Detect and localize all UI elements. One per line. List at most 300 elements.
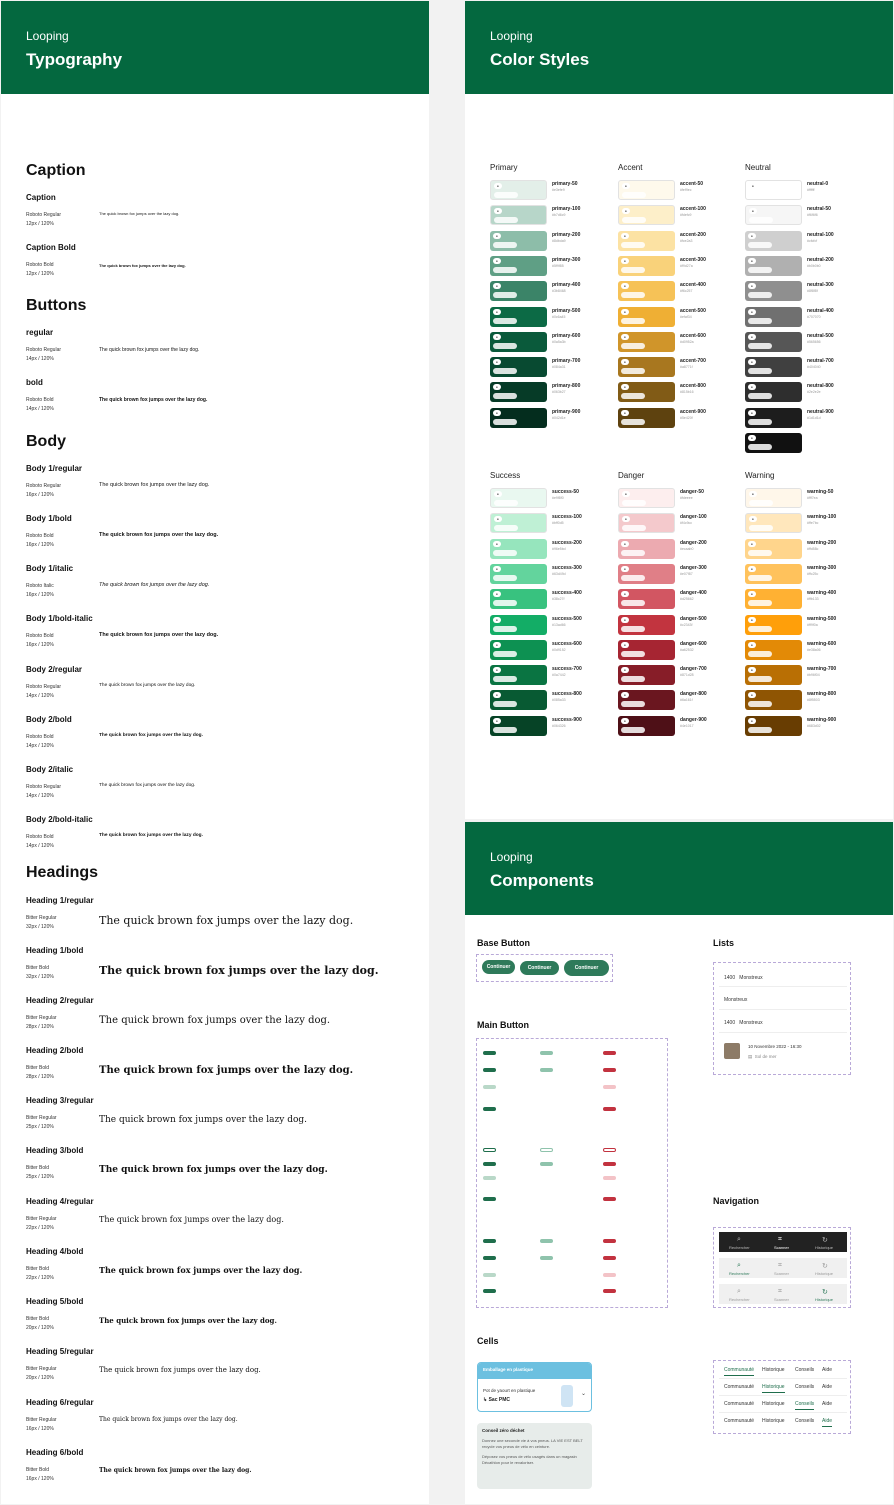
color-token-name: warning-700 — [807, 666, 837, 673]
type-sample: The quick brown fox jumps over the lazy dog. — [99, 1467, 252, 1474]
color-token-hex: #ecaab0 — [680, 546, 694, 551]
nav-search[interactable]: Rechercher — [729, 1271, 750, 1276]
type-style-meta — [26, 632, 54, 650]
color-token-name: success-100 — [552, 514, 582, 521]
cells-label: Cells — [477, 1336, 499, 1346]
color-token-hex: #f6f6f6 — [807, 213, 818, 218]
color-token-name: accent-400 — [680, 282, 706, 289]
type-sample: The quick brown fox jumps over the lazy dog. — [99, 833, 203, 838]
type-style-label: Heading 6/bold — [26, 1448, 84, 1457]
type-style-font: Bitter Regular — [26, 1115, 57, 1121]
type-style-font: Bitter Bold — [26, 1467, 50, 1473]
color-token-name: accent-200 — [680, 231, 706, 238]
swatch-contrast-pill — [621, 292, 645, 298]
color-swatch — [618, 488, 675, 508]
type-style-size: 22px / 120% — [26, 1275, 54, 1281]
type-style-size: 16px / 120% — [26, 1426, 54, 1432]
swatch-contrast-pill — [493, 550, 517, 556]
history-icon[interactable]: ↻ — [822, 1237, 828, 1244]
swatch-contrast-pill: ● — [493, 359, 501, 365]
color-token-hex: #8f5503 — [807, 698, 820, 703]
main-button-variant[interactable] — [603, 1176, 616, 1180]
color-swatch — [618, 231, 675, 251]
nav-bar-search-active — [719, 1258, 847, 1278]
swatch-contrast-pill: ● — [748, 617, 756, 623]
main-button-variant[interactable] — [483, 1148, 496, 1152]
type-style-font: Bitter Regular — [26, 1216, 57, 1222]
swatch-contrast-pill: ● — [621, 642, 629, 648]
tab-conseils[interactable]: Conseils — [795, 1384, 815, 1390]
color-token-name: primary-800 — [552, 383, 581, 390]
list-row-1[interactable] — [724, 975, 763, 981]
tab-communaute[interactable]: Communauté — [724, 1384, 755, 1390]
color-token-name: warning-600 — [807, 640, 837, 647]
color-token-name: primary-400 — [552, 282, 581, 289]
history-icon[interactable]: ↻ — [822, 1289, 828, 1296]
tab-historique[interactable]: Historique — [762, 1367, 785, 1373]
swatch-contrast-pill — [749, 192, 773, 198]
swatch-contrast-pill — [493, 242, 517, 248]
type-style-size: 32px / 120% — [26, 974, 54, 980]
type-sample: The quick brown fox jumps over the lazy dog. — [99, 1316, 277, 1325]
tab-communaute[interactable]: Communauté — [724, 1401, 755, 1407]
color-swatch — [490, 539, 547, 559]
tab-aide[interactable]: Aide — [822, 1418, 832, 1427]
color-swatch — [490, 180, 547, 200]
color-swatch — [490, 231, 547, 251]
swatch-contrast-pill — [493, 292, 517, 298]
color-swatch — [618, 589, 675, 609]
swatch-contrast-pill — [493, 393, 517, 399]
color-swatch — [745, 513, 802, 533]
tab-aide[interactable]: Aide — [822, 1401, 833, 1407]
main-button-variant[interactable] — [603, 1162, 616, 1166]
color-swatch — [490, 589, 547, 609]
color-token-name: danger-50 — [680, 489, 704, 495]
swatch-contrast-pill: ● — [494, 208, 502, 214]
lists-label: Lists — [713, 938, 735, 948]
type-style-meta — [26, 1014, 57, 1032]
color-token-name: primary-200 — [552, 231, 581, 238]
cell-zero-waste-head: Conseil zéro déchet — [482, 1428, 525, 1433]
main-button-variant[interactable] — [603, 1051, 616, 1055]
swatch-contrast-pill — [493, 651, 517, 657]
color-token-name: success-50 — [552, 489, 579, 495]
color-token-name: success-200 — [552, 539, 582, 546]
swatch-contrast-pill — [621, 318, 645, 324]
main-button-variant[interactable] — [483, 1085, 496, 1089]
nav-history[interactable]: Historique — [815, 1271, 834, 1276]
type-style-size: 16px / 120% — [26, 592, 54, 598]
swatch-contrast-pill — [493, 626, 517, 632]
main-button-variant[interactable] — [540, 1148, 553, 1152]
color-token-hex: #ffd58c — [807, 546, 819, 551]
color-swatch — [745, 690, 802, 710]
color-token-hex: #871d28 — [680, 673, 694, 678]
type-style-size: 12px / 120% — [26, 271, 54, 277]
main-button-variant[interactable] — [540, 1051, 553, 1055]
color-swatch — [745, 307, 802, 327]
color-token-name: primary-300 — [552, 256, 581, 263]
main-button-variant[interactable] — [603, 1256, 616, 1260]
color-swatch — [618, 256, 675, 276]
type-style-size: 22px / 120% — [26, 1225, 54, 1231]
swatch-contrast-pill: ● — [621, 384, 629, 390]
swatch-contrast-pill: ● — [749, 183, 757, 189]
components-title: Components — [490, 871, 594, 890]
colors-title: Color Styles — [490, 50, 590, 69]
main-button-variant[interactable] — [483, 1162, 496, 1166]
swatch-contrast-pill: ● — [749, 491, 757, 497]
swatch-contrast-pill — [749, 217, 773, 223]
type-style-font: Bitter Bold — [26, 1165, 50, 1171]
typography-title: Typography — [26, 50, 123, 69]
continuer-button-small[interactable]: Continuer — [482, 960, 515, 974]
cell-plastic[interactable] — [477, 1362, 592, 1412]
swatch-contrast-pill — [494, 525, 518, 531]
nav-history[interactable]: Historique — [815, 1245, 834, 1250]
color-token-hex: #e07f87 — [680, 571, 693, 576]
color-token-hex: #8dbda9 — [552, 238, 566, 243]
color-token-hex: #b0b0b0 — [807, 263, 821, 268]
nav-scan[interactable]: Scanner — [774, 1271, 789, 1276]
main-button-variant[interactable] — [483, 1051, 496, 1055]
swatch-contrast-pill: ● — [748, 410, 756, 416]
main-button-variant[interactable] — [483, 1107, 496, 1111]
base-button-frame — [476, 954, 613, 982]
swatch-contrast-pill — [621, 676, 645, 682]
color-token-name: primary-600 — [552, 332, 581, 339]
color-token-name: neutral-500 — [807, 332, 834, 339]
color-token-hex: #815b16 — [680, 390, 694, 395]
main-button-variant[interactable] — [603, 1107, 616, 1111]
color-token-hex: #e3efe9 — [552, 188, 565, 192]
main-button-variant[interactable] — [483, 1176, 496, 1180]
type-style-font: Roboto Bold — [26, 834, 54, 840]
color-token-name: accent-300 — [680, 256, 706, 263]
swatch-contrast-pill — [621, 393, 645, 399]
main-button-variant[interactable] — [603, 1148, 616, 1152]
color-token-name: accent-800 — [680, 383, 706, 390]
main-button-variant[interactable] — [603, 1289, 616, 1293]
color-swatch — [490, 513, 547, 533]
type-style-meta — [26, 783, 61, 801]
swatch-contrast-pill: ● — [493, 667, 501, 673]
type-style-label: Body 1/regular — [26, 464, 83, 473]
main-button-variant[interactable] — [540, 1068, 553, 1072]
color-swatch — [490, 488, 547, 508]
color-token-hex: #707070 — [807, 314, 821, 319]
list-divider — [719, 1032, 847, 1033]
type-style-label: Heading 4/regular — [26, 1197, 94, 1206]
color-token-hex: #0a5a3b — [552, 339, 566, 344]
color-token-name: success-400 — [552, 590, 582, 597]
color-token-hex: #d0952a — [680, 339, 694, 344]
swatch-contrast-pill — [748, 419, 772, 425]
search-icon[interactable]: ⌕ — [737, 1262, 741, 1269]
type-sample: The quick brown fox jumps over the lazy dog. — [99, 783, 196, 788]
color-swatch — [490, 716, 547, 736]
color-token-name: danger-300 — [680, 564, 707, 571]
chevron-down-icon[interactable]: ⌄ — [581, 1391, 587, 1397]
main-button-variant[interactable] — [603, 1239, 616, 1243]
type-style-font: Roboto Regular — [26, 212, 62, 218]
scan-icon[interactable]: ⌗ — [778, 1236, 782, 1243]
swatch-contrast-pill — [749, 500, 773, 506]
type-style-meta — [26, 582, 54, 600]
type-style-font: Bitter Regular — [26, 1015, 57, 1021]
swatch-contrast-pill: ● — [494, 516, 502, 522]
components-header — [465, 822, 893, 915]
tab-aide[interactable]: Aide — [822, 1384, 833, 1390]
nav-search[interactable]: Rechercher — [729, 1245, 750, 1250]
cell-plastic-line2-text: Sac PMC — [488, 1397, 510, 1403]
type-sample: The quick brown fox jumps over the lazy dog. — [99, 1215, 284, 1224]
cell-plastic-line2: ↳ Sac PMC — [483, 1397, 510, 1403]
swatch-contrast-pill — [748, 550, 772, 556]
type-style-size: 28px / 120% — [26, 1024, 54, 1030]
color-swatch — [618, 180, 675, 200]
swatch-contrast-pill: ● — [621, 258, 629, 264]
color-swatch — [745, 281, 802, 301]
navigation-frame — [713, 1227, 851, 1308]
type-style-font: Roboto Regular — [26, 784, 62, 790]
color-token-hex: #404040 — [807, 365, 821, 370]
type-sample: The quick brown fox jumps over the lazy dog. — [99, 964, 379, 977]
main-button-variant[interactable] — [483, 1239, 496, 1243]
type-style-size: 25px / 120% — [26, 1174, 54, 1180]
color-token-hex: #efaf34 — [680, 314, 692, 319]
color-token-hex: #a8771f — [680, 365, 693, 370]
nav-scan[interactable]: Scanner — [774, 1297, 789, 1302]
nav-history[interactable]: Historique — [815, 1297, 834, 1302]
list-row-2[interactable]: Monstreux — [724, 997, 748, 1003]
nav-scan[interactable]: Scanner — [774, 1245, 789, 1250]
swatch-contrast-pill: ● — [748, 384, 756, 390]
list-row-3[interactable] — [724, 1020, 763, 1026]
swatch-contrast-pill: ● — [748, 359, 756, 365]
color-token-hex: #b96f04 — [807, 673, 820, 678]
color-token-hex: #ffb133 — [807, 597, 819, 602]
tab-communaute[interactable]: Communauté — [724, 1367, 754, 1376]
swatch-contrast-pill — [621, 419, 645, 425]
type-style-meta — [26, 1466, 54, 1484]
swatch-contrast-pill — [748, 676, 772, 682]
main-button-variant[interactable] — [483, 1068, 496, 1072]
type-style-font: Bitter Regular — [26, 915, 57, 921]
swatch-contrast-pill: ● — [494, 491, 502, 497]
type-style-meta — [26, 211, 61, 229]
main-button-variant[interactable] — [540, 1239, 553, 1243]
tab-communaute[interactable]: Communauté — [724, 1418, 755, 1424]
swatch-contrast-pill — [622, 525, 646, 531]
main-button-variant[interactable] — [603, 1085, 616, 1089]
nav-search[interactable]: Rechercher — [729, 1297, 750, 1302]
tab-historique[interactable]: Historique — [762, 1418, 785, 1424]
color-token-hex: #8f8f8f — [807, 289, 818, 294]
color-swatch — [490, 307, 547, 327]
swatch-contrast-pill: ● — [748, 309, 756, 315]
swatch-contrast-pill — [622, 500, 646, 506]
scan-icon[interactable]: ⌗ — [778, 1262, 782, 1269]
search-icon[interactable]: ⌕ — [737, 1236, 741, 1243]
main-button-variant[interactable] — [603, 1273, 616, 1277]
color-token-name: neutral-300 — [807, 282, 834, 289]
history-icon[interactable]: ↻ — [822, 1263, 828, 1270]
tab-historique[interactable]: Historique — [762, 1401, 785, 1407]
swatch-contrast-pill: ● — [621, 718, 629, 724]
color-swatch — [490, 281, 547, 301]
color-swatch — [618, 382, 675, 402]
main-button-variant[interactable] — [483, 1289, 496, 1293]
swatch-contrast-pill — [493, 343, 517, 349]
color-token-name: accent-700 — [680, 358, 706, 365]
color-swatch — [745, 408, 802, 428]
type-sample: The quick brown fox jumps over the lazy dog. — [99, 347, 200, 353]
color-token-name: primary-500 — [552, 307, 581, 314]
color-token-hex: #085a33 — [552, 698, 566, 703]
swatch-contrast-pill: ● — [622, 516, 630, 522]
tab-conseils[interactable]: Conseils — [795, 1418, 815, 1424]
type-style-label: Body 1/bold — [26, 514, 72, 523]
type-style-font: Roboto Bold — [26, 262, 54, 268]
color-swatch — [618, 357, 675, 377]
list-row-1-text: Monstreux — [739, 975, 763, 981]
color-swatch — [745, 488, 802, 508]
color-token-name: warning-50 — [807, 489, 834, 495]
search-icon[interactable]: ⌕ — [737, 1288, 741, 1295]
main-button-variant[interactable] — [603, 1197, 616, 1201]
tab-historique[interactable]: Historique — [762, 1384, 785, 1393]
color-token-name: warning-100 — [807, 514, 837, 521]
tab-conseils[interactable]: Conseils — [795, 1401, 814, 1410]
color-token-hex: #0d9152 — [552, 647, 566, 652]
color-token-name: danger-900 — [680, 716, 707, 723]
swatch-contrast-pill: ● — [621, 541, 629, 547]
swatch-contrast-pill: ● — [493, 233, 501, 239]
color-token-name: neutral-200 — [807, 256, 834, 263]
type-style-meta — [26, 1265, 54, 1283]
swatch-contrast-pill — [621, 600, 645, 606]
type-style-label: Body 2/bold-italic — [26, 815, 93, 824]
main-button-variant[interactable] — [483, 1197, 496, 1201]
color-token-hex: #4e1017 — [680, 723, 694, 728]
swatch-contrast-pill: ● — [493, 541, 501, 547]
color-swatch — [745, 332, 802, 352]
main-button-variant[interactable] — [483, 1273, 496, 1277]
color-styles-panel — [465, 1, 893, 819]
type-style-meta — [26, 1365, 57, 1383]
color-group-title: Success — [490, 471, 521, 480]
type-style-meta — [26, 1114, 57, 1132]
type-style-label: Body 1/bold-italic — [26, 614, 93, 623]
type-style-meta — [26, 964, 54, 982]
swatch-contrast-pill — [621, 727, 645, 733]
tab-aide[interactable]: Aide — [822, 1367, 833, 1373]
type-style-label: Heading 1/bold — [26, 946, 84, 955]
color-swatch — [745, 382, 802, 402]
type-sample: The quick brown fox jumps over the lazy dog. — [99, 914, 354, 927]
main-button-variant[interactable] — [540, 1085, 553, 1089]
scan-icon[interactable]: ⌗ — [778, 1288, 782, 1295]
color-token-name: primary-900 — [552, 408, 581, 415]
type-sample: The quick brown fox jumps over the lazy dog. — [99, 1165, 328, 1175]
color-token-name: success-800 — [552, 691, 582, 698]
type-sample: The quick brown fox jumps over the lazy dog. — [99, 1065, 354, 1076]
typography-panel — [1, 1, 429, 1504]
color-token-hex: #96e5bd — [552, 546, 566, 551]
color-swatch — [745, 539, 802, 559]
section-body: Body — [26, 433, 66, 450]
swatch-contrast-pill — [621, 267, 645, 273]
color-token-hex: #e9f8f0 — [552, 496, 564, 500]
type-sample: The quick brown fox jumps over the lazy dog. — [99, 482, 210, 488]
type-style-meta — [26, 1064, 54, 1082]
color-token-hex: #d25662 — [680, 597, 694, 602]
main-button-label: Main Button — [477, 1020, 529, 1030]
tab-conseils[interactable]: Conseils — [795, 1367, 815, 1373]
color-token-hex: #f9d27a — [680, 263, 693, 268]
swatch-contrast-pill — [748, 343, 772, 349]
swatch-contrast-pill — [748, 242, 772, 248]
type-sample: The quick brown fox jumps over the lazy dog. — [99, 1366, 261, 1374]
tab-divider — [719, 1378, 847, 1379]
swatch-contrast-pill — [748, 626, 772, 632]
swatch-contrast-pill — [748, 701, 772, 707]
continuer-button-large[interactable]: Continuer — [564, 960, 609, 976]
swatch-contrast-pill: ● — [493, 692, 501, 698]
color-token-name: warning-900 — [807, 716, 837, 723]
color-token-name: primary-50 — [552, 181, 578, 187]
color-token-hex: #bff0d5 — [552, 521, 564, 526]
type-style-meta — [26, 346, 61, 364]
color-swatch — [490, 408, 547, 428]
swatch-contrast-pill — [494, 192, 518, 198]
color-token-hex: #ff9f0a — [807, 622, 818, 627]
type-sample: The quick brown fox jumps over the lazy dog. — [99, 683, 196, 688]
swatch-contrast-pill: ● — [621, 566, 629, 572]
swatch-contrast-pill — [493, 419, 517, 425]
swatch-contrast-pill: ● — [748, 718, 756, 724]
main-button-variant[interactable] — [540, 1176, 553, 1180]
type-style-label: regular — [26, 328, 54, 337]
color-swatch — [618, 690, 675, 710]
continuer-button-medium[interactable]: Continuer — [520, 961, 559, 975]
type-style-size: 16px / 120% — [26, 492, 54, 498]
type-sample: The quick brown fox jumps over the lazy dog. — [99, 1115, 307, 1125]
components-panel — [465, 822, 893, 1504]
nav-bar-dark — [719, 1232, 847, 1252]
color-token-name: success-700 — [552, 666, 582, 673]
color-token-hex: #ffffff — [807, 188, 815, 192]
main-button-variant[interactable] — [540, 1256, 553, 1260]
main-button-variant[interactable] — [540, 1273, 553, 1277]
type-style-size: 16px / 120% — [26, 642, 54, 648]
main-button-variant[interactable] — [603, 1068, 616, 1072]
swatch-contrast-pill — [622, 192, 646, 198]
main-button-variant[interactable] — [540, 1162, 553, 1166]
type-style-meta — [26, 532, 54, 550]
color-token-hex: #fdefc9 — [680, 213, 692, 218]
swatch-contrast-pill: ● — [748, 692, 756, 698]
swatch-contrast-pill — [748, 292, 772, 298]
color-token-name: neutral-800 — [807, 383, 834, 390]
color-token-hex: #fff7ea — [807, 496, 818, 500]
main-button-variant[interactable] — [483, 1256, 496, 1260]
type-style-font: Bitter Regular — [26, 1417, 57, 1423]
swatch-contrast-pill — [493, 267, 517, 273]
color-token-name: warning-800 — [807, 691, 837, 698]
